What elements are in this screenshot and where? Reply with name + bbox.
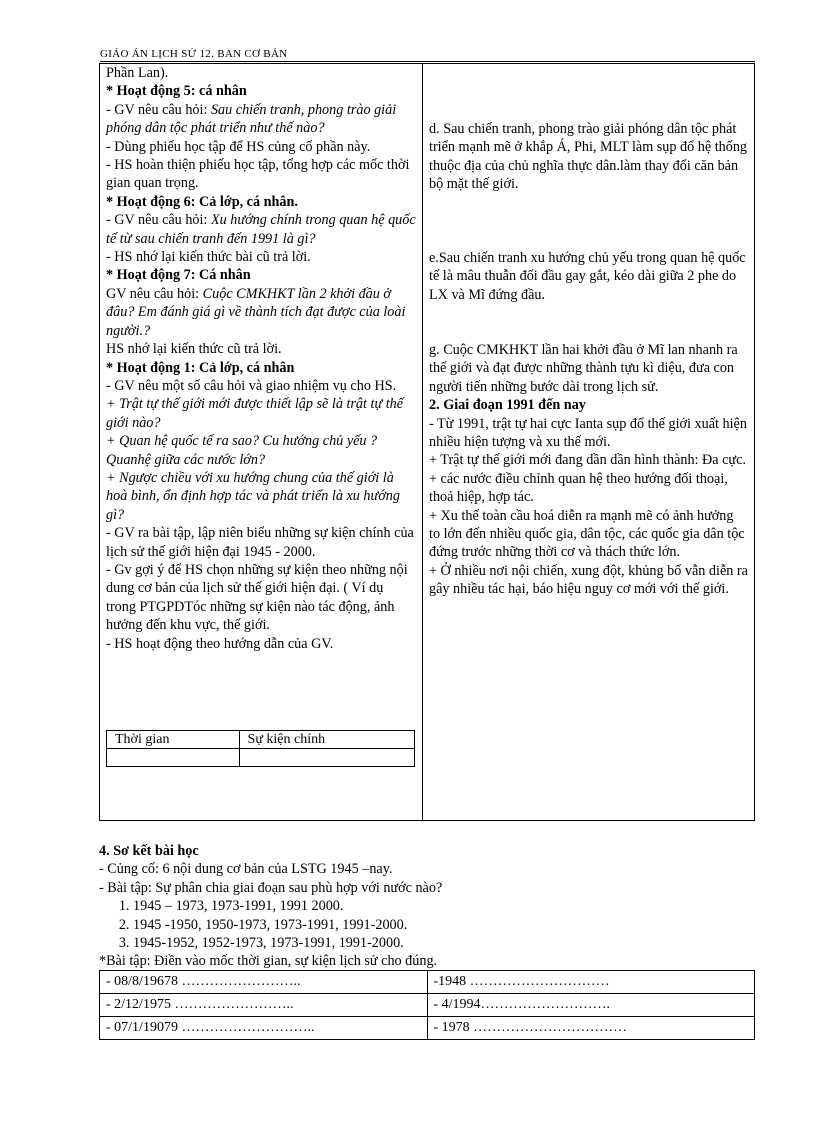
text-line: - Gv gợi ý để HS chọn những sự kiện theo những nội dung cơ bản của lịch sử thế giới hiện đại. ( Ví dụ trong PTGPDTóc những sự kiện nào tác động, ảnh hưởng đến khu vực, thế giới. [106,561,408,634]
text-line: - Bài tập: Sự phân chia giai đoạn sau phù hợp với nước nào? [99,879,443,896]
activity-heading: * Hoạt động 7: Cá nhân [106,267,251,284]
activity-heading: * Hoạt động 5: cá nhân [106,83,247,100]
text-line: - Dùng phiếu học tập để HS củng cố phần này. [106,138,371,155]
text-line: + Xu thế toàn cầu hoá diễn ra mạnh mẽ có ảnh hưởng to lớn đến nhiều quốc gia, dân tộc, các quốc gia dân tộc đứng trước những thời cơ và thách thức lớn. [429,507,745,561]
text-line: - Từ 1991, trật tự hai cực Ianta sụp đổ thế giới xuất hiện nhiều hiện tượng và xu thế mới. [429,415,747,451]
question-line: - GV nêu câu hỏi: Sau chiến tranh, phong trào giải phóng dân tộc phát triển như thế nào? [106,101,397,137]
table-cell: -1948 ………………………… [427,971,755,994]
exercise-table [99,970,755,1040]
text-line: HS nhớ lại kiến thức cũ trả lời. [106,341,282,358]
table-row [100,1017,755,1040]
table-cell [239,749,414,767]
table-cell: - 2/12/1975 …………………….. [100,994,428,1017]
question-line: + Quan hệ quốc tế ra sao? Cu hướng chủ yếu ? Quanhệ giữa các nước lớn? [106,433,378,468]
text-line: + Trật tự thế giới mới đang dần dần hình thành: Đa cực. [429,452,746,469]
period-options-list [99,897,759,952]
timeline-table [106,730,415,767]
lesson-summary [99,842,759,971]
table-cell: - 1978 …………………………… [427,1017,755,1040]
list-item: 2. 1945 -1950, 1950-1973, 1973-1991, 1991-2000. [133,916,759,934]
text-block: g. Cuộc CMKHKT lần hai khởi đầu ở Mĩ lan nhanh ra thế giới và đạt được những thành tựu kì diệu, đưa con người tiến những bước dài trong lịch sử. [429,342,738,395]
table-header-time: Thời gian [107,731,240,749]
table-cell [107,749,240,767]
question-line: - GV nêu câu hỏi: Xu hướng chính trong quan hệ quốc tế từ sau chiến tranh đến 1991 là gì? [106,212,416,247]
text-line: - Củng cố: 6 nội dung cơ bản của LSTG 1945 –nay. [99,861,393,878]
text-block: e.Sau chiến tranh xu hướng chủ yếu trong quan hệ quốc tế là mâu thuẫn đối đầu gay gắt, kéo dài giữa 2 phe do LX và Mĩ đứng đầu. [429,250,746,303]
activities-column [100,64,423,820]
list-item: 3. 1945-1952, 1952-1973, 1973-1991, 1991-2000. [133,934,759,952]
text-line: - GV nêu một số câu hỏi và giao nhiệm vụ cho HS. [106,377,397,394]
lesson-table [99,63,755,821]
text-line: - HS hoàn thiện phiếu học tập, tổng hợp các mốc thời gian quan trọng. [106,157,410,192]
question-line: + Trật tự thế giới mới được thiết lập sẽ là trật tự thế giới nào? [106,396,404,431]
page-header: GIÁO ÁN LỊCH SỬ 12. BAN CƠ BẢN [100,47,755,62]
list-item: 1. 1945 – 1973, 1973-1991, 1991 2000. [133,897,759,915]
activity-heading: * Hoạt động 6: Cả lớp, cá nhân. [106,193,298,210]
text-line: - GV ra bài tập, lập niên biểu những sự kiện chính của lịch sử thế giới hiện đại 1945 - 2000. [106,525,414,560]
table-cell: - 08/8/19678 …………………….. [100,971,428,994]
text-line: + các nước điều chỉnh quan hệ theo hướng đối thoại, thoả hiệp, hợp tác. [429,470,728,506]
section-heading: 2. Giai đoạn 1991 đến nay [429,397,586,414]
table-cell: - 4/1994………………………. [427,994,755,1017]
section-title: 4. Sơ kết bài học [99,843,199,859]
question-line: + Ngược chiều với xu hướng chung của thế giới là hoà bình, ổn định hợp tác và phát triển là xu hướng gì? [106,469,400,523]
activity-heading: * Hoạt động 1: Cả lớp, cá nhân [106,359,295,376]
table-row [100,971,755,994]
text-line: Phần Lan). [106,65,169,81]
text-line: *Bài tập: Điền vào mốc thời gian, sự kiện lịch sử cho đúng. [99,953,438,970]
content-column [423,64,754,820]
text-line: - HS nhớ lại kiến thức bài cũ trả lời. [106,249,311,266]
text-line: + Ở nhiều nơi nội chiến, xung đột, khủng bố vẫn diễn ra gây nhiều tác hại, báo hiệu nguy cơ mới với thế giới. [429,562,748,598]
text-line: - HS hoạt động theo hướng dẫn của GV. [106,635,334,652]
table-header-event: Sự kiện chính [239,731,414,749]
table-row [100,994,755,1017]
text-block: d. Sau chiến tranh, phong trào giải phóng dân tộc phát triển mạnh mẽ ở khắp Á, Phi, MLT làm sụp đổ hệ thống thuộc địa của chủ nghĩa thực dân.làm thay đổi căn bản bộ mặt thế giới. [429,121,748,193]
question-line: GV nêu câu hỏi: Cuộc CMKHKT lần 2 khởi đầu ở đâu? Em đánh giá gì về thành tích đạt được của loài người.? [106,285,406,339]
table-cell: - 07/1/19079 ……………………….. [100,1017,428,1040]
